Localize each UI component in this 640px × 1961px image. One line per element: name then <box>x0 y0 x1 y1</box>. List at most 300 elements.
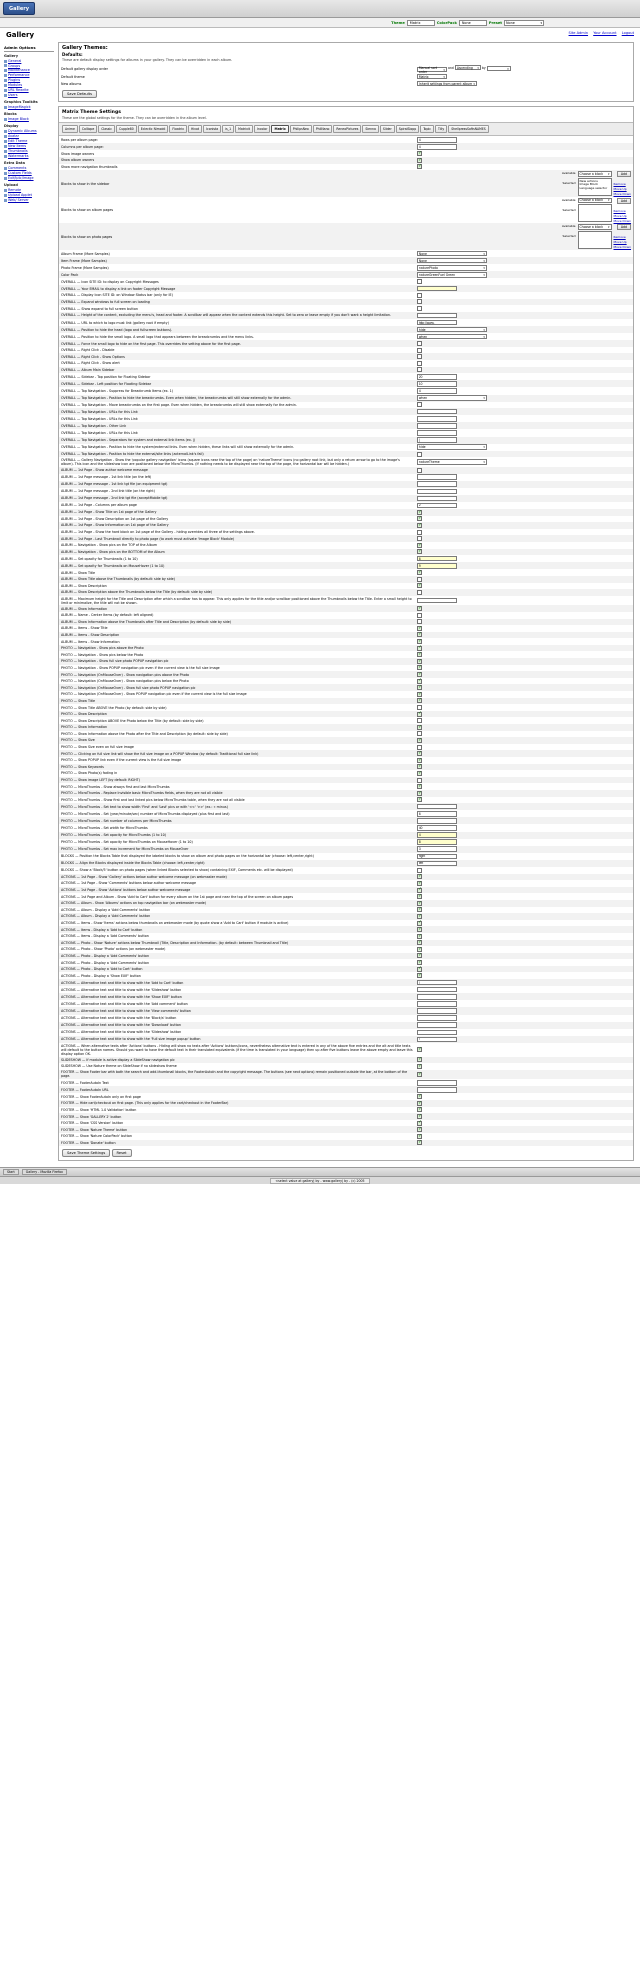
block-action-move-up[interactable]: Move Up <box>613 213 627 218</box>
table-row <box>59 80 633 87</box>
setting-checkbox[interactable] <box>417 348 422 353</box>
available-block-select[interactable] <box>578 224 612 230</box>
setting-control <box>415 1113 633 1120</box>
setting-text-input[interactable] <box>417 818 457 824</box>
setting-checkbox[interactable] <box>417 960 422 965</box>
setting-control <box>415 874 633 881</box>
block-action-move-down[interactable]: Move Down <box>613 192 631 197</box>
setting-checkbox[interactable] <box>417 764 422 769</box>
setting-text-input[interactable] <box>417 1022 457 1028</box>
setting-label: ACTIONS — 1st Page - Show 'Actions' buttons below author welcome message <box>61 888 191 893</box>
setting-control <box>415 1063 633 1070</box>
header-link-logout[interactable]: Logout <box>621 31 634 35</box>
sidebar-item-image-block[interactable] <box>4 117 54 122</box>
setting-checkbox[interactable] <box>417 705 422 710</box>
setting-label: PHOTO — Navigation - Show POPUP navigation pic even if the current view is the full size image <box>61 665 220 670</box>
selected-blocks-list[interactable] <box>578 204 612 222</box>
setting-select[interactable] <box>417 395 487 401</box>
setting-label: PHOTO — MicroThumbs - Set text to show width 'First' and 'Last' pics or with '<<' '>>' (ex.: « minus) <box>61 804 228 809</box>
setting-checkbox[interactable] <box>417 293 422 298</box>
setting-checkbox[interactable] <box>417 731 422 736</box>
setting-text-input[interactable] <box>417 481 457 487</box>
setting-label: PHOTO — Navigation (OnMouseOver) - Show POPUP navigation pic even if the current view is the full size image <box>61 692 247 697</box>
setting-row <box>59 867 633 874</box>
block-action-remove[interactable]: Remove <box>613 235 626 240</box>
setting-text-input[interactable] <box>417 423 457 429</box>
setting-select[interactable] <box>417 459 487 465</box>
setting-checkbox[interactable] <box>417 953 422 958</box>
setting-text-input[interactable] <box>417 598 457 604</box>
selected-label: Selected <box>562 181 576 186</box>
tab-calliope[interactable]: Calliope <box>79 125 97 133</box>
header-link-your-account[interactable]: Your Account <box>593 31 617 35</box>
setting-checkbox[interactable] <box>417 1121 422 1126</box>
setting-text-input[interactable] <box>417 388 457 394</box>
setting-label: ACTIONS — Items - Show 'Items' actions below thumbnails on webmaster mode (by quote show a 'Add to Cart' button if module is active) <box>61 921 289 926</box>
setting-checkbox[interactable] <box>417 725 422 730</box>
setting-checkbox[interactable] <box>417 751 422 756</box>
setting-checkbox[interactable] <box>417 718 422 723</box>
selected-blocks-list[interactable] <box>578 231 612 249</box>
setting-label: ACTIONS — Alternative text and title to show with the 'Show EXIF' button <box>61 994 182 999</box>
sidebar-group-upload: Upload <box>4 182 18 187</box>
setting-label: Columns per album page: <box>61 144 104 149</box>
setting-label: OVERALL — URL to which to logo must link (gallery root if empty) <box>61 320 169 325</box>
list-item[interactable]: Image Block <box>579 182 598 187</box>
setting-checkbox[interactable] <box>417 784 422 789</box>
setting-text-input[interactable] <box>417 861 457 867</box>
setting-checkbox[interactable] <box>417 299 422 304</box>
setting-checkbox[interactable] <box>417 549 422 554</box>
toolbar-colorpack-field[interactable]: None <box>459 20 487 26</box>
tab-sienna[interactable]: Sienna <box>362 125 379 133</box>
setting-checkbox[interactable] <box>417 672 422 677</box>
setting-label: OVERALL — Top Navigation - Position to hide the external/site links (acternalLink's fail) <box>61 452 204 457</box>
setting-label: ACTIONS — Photo - Display a 'Show EXIF' button <box>61 973 141 978</box>
setting-text-input[interactable] <box>417 437 457 443</box>
setting-label: ACTIONS — Album - Display a 'Add Comments' button <box>61 907 151 912</box>
chevron-down-icon: ▾ <box>443 67 445 72</box>
sidebar-group-blocks: Blocks <box>4 112 17 117</box>
tab-philnano[interactable]: PhilNano <box>313 125 333 133</box>
toolbar-theme-field[interactable]: Matrix <box>407 20 435 26</box>
setting-label: FOOTER — Show 'CSS Version' button <box>61 1121 124 1126</box>
list-item[interactable]: New actions <box>579 178 598 183</box>
setting-label: PHOTO — Clicking on full size link will show the full size image on a POPUP Window (by default: Traditional full size link) <box>61 751 259 756</box>
setting-checkbox[interactable] <box>417 1047 422 1052</box>
setting-label: OVERALL — Top Navigation - Position to hide the system/external links. Even when hidden, these links will still show externally for the admin. <box>61 445 295 450</box>
setting-row <box>59 1133 633 1140</box>
setting-control <box>415 136 633 143</box>
setting-checkbox[interactable] <box>417 940 422 945</box>
setting-text-input[interactable] <box>417 381 457 387</box>
setting-control <box>415 549 633 556</box>
setting-checkbox[interactable] <box>417 639 422 644</box>
setting-control <box>415 711 633 718</box>
setting-control <box>415 839 633 846</box>
tab-matrix[interactable]: Matrix <box>271 125 288 133</box>
setting-select[interactable] <box>417 444 487 450</box>
setting-checkbox[interactable] <box>417 646 422 651</box>
tab-philipsneo[interactable]: PhilipsNeo <box>290 125 312 133</box>
setting-checkbox[interactable] <box>417 583 422 588</box>
setting-label: ALBUM — Show Title above the Thumbnails (by default: side by side) <box>61 577 175 582</box>
tab-classic[interactable]: Classic <box>98 125 115 133</box>
setting-checkbox[interactable] <box>417 778 422 783</box>
setting-text-input[interactable] <box>417 1001 457 1007</box>
setting-checkbox[interactable] <box>417 354 422 359</box>
setting-checkbox[interactable] <box>417 692 422 697</box>
setting-row <box>59 285 633 292</box>
default-order-select[interactable] <box>417 67 447 73</box>
setting-checkbox[interactable] <box>417 570 422 575</box>
tab-hivot[interactable]: Hivot <box>188 125 202 133</box>
setting-control <box>415 457 633 467</box>
setting-checkbox[interactable] <box>417 901 422 906</box>
setting-checkbox[interactable] <box>417 927 422 932</box>
tab-reneopictures[interactable]: ReneoPictures <box>333 125 361 133</box>
setting-checkbox[interactable] <box>417 577 422 582</box>
setting-checkbox[interactable] <box>417 652 422 657</box>
setting-text-input[interactable] <box>417 832 457 838</box>
setting-control <box>415 731 633 738</box>
setting-label: ACTIONS — Alternative text and title to show with the 'Add to Cart' button <box>61 980 184 985</box>
setting-text-input[interactable] <box>417 1080 457 1086</box>
setting-checkbox[interactable] <box>417 771 422 776</box>
setting-checkbox[interactable] <box>417 523 422 528</box>
setting-checkbox[interactable] <box>417 361 422 366</box>
setting-control <box>415 790 633 797</box>
setting-text-input[interactable] <box>417 430 457 436</box>
setting-checkbox[interactable] <box>417 279 422 284</box>
setting-checkbox[interactable] <box>417 1101 422 1106</box>
setting-select-value: None <box>418 258 427 263</box>
setting-label: Blocks to show on album pages <box>61 208 114 213</box>
setting-checkbox[interactable] <box>417 907 422 912</box>
setting-text-input[interactable] <box>417 496 457 502</box>
setting-checkbox[interactable] <box>417 698 422 703</box>
setting-control <box>415 880 633 887</box>
order-by-label: by <box>481 65 486 70</box>
setting-select[interactable] <box>417 334 487 340</box>
setting-control <box>415 299 633 306</box>
bullet-icon <box>4 79 7 82</box>
setting-checkbox[interactable] <box>417 881 422 886</box>
header-link-site-admin[interactable]: Site Admin <box>568 31 589 35</box>
block-action-remove[interactable]: Remove <box>613 208 626 213</box>
setting-control <box>415 979 633 986</box>
setting-control <box>415 395 633 402</box>
sidebar-item-exif-iptc-image[interactable] <box>4 176 54 181</box>
setting-row <box>59 1057 633 1064</box>
setting-text-input[interactable] <box>417 286 457 292</box>
setting-text-input[interactable] <box>417 1037 457 1043</box>
setting-row <box>59 257 633 264</box>
setting-checkbox[interactable] <box>417 1140 422 1145</box>
setting-checkbox[interactable] <box>417 797 422 802</box>
setting-text-input[interactable] <box>417 374 457 380</box>
setting-checkbox[interactable] <box>417 1114 422 1119</box>
setting-checkbox[interactable] <box>417 1057 422 1062</box>
sidebar-item-label: Modules <box>8 83 23 88</box>
setting-row <box>59 360 633 367</box>
setting-checkbox[interactable] <box>417 158 422 163</box>
tab-cupple80[interactable]: Cupple80 <box>116 125 137 133</box>
setting-row <box>59 880 633 887</box>
setting-row <box>59 926 633 933</box>
setting-checkbox[interactable] <box>417 452 422 457</box>
tab-topic[interactable]: Topic <box>420 125 434 133</box>
setting-checkbox[interactable] <box>417 894 422 899</box>
sidebar-item-label: Dynamic Albums <box>8 129 37 134</box>
setting-checkbox[interactable] <box>417 590 422 595</box>
setting-checkbox[interactable] <box>417 947 422 952</box>
setting-label: OVERALL — Top Navigation - Move breadcrumbs on the first page. Even when hidden, the breadcrumbs will still show externally for the admin. <box>61 402 297 407</box>
setting-label: PHOTO — MicroThumbs - Set width for MicroThumbs <box>61 825 148 830</box>
setting-label: ALBUM — 1st Page message - 2nd link tgt file (acceptMobile tgt) <box>61 496 168 501</box>
setting-checkbox[interactable] <box>417 619 422 624</box>
selected-blocks-list[interactable] <box>578 178 612 196</box>
setting-checkbox[interactable] <box>417 659 422 664</box>
tab-spiralslopp[interactable]: SpiralSlopp <box>396 125 419 133</box>
setting-checkbox[interactable] <box>417 921 422 926</box>
setting-checkbox[interactable] <box>417 1064 422 1069</box>
sidebar-item-users[interactable] <box>4 93 54 98</box>
setting-text-input[interactable] <box>417 409 457 415</box>
selected-label: Selected <box>562 234 576 239</box>
setting-checkbox[interactable] <box>417 888 422 893</box>
setting-control <box>415 319 633 326</box>
setting-checkbox[interactable] <box>417 1094 422 1099</box>
block-action-move-up[interactable]: Move Up <box>613 240 627 245</box>
setting-row <box>59 1126 633 1133</box>
setting-checkbox[interactable] <box>417 874 422 879</box>
toolbar-preset-select[interactable] <box>504 20 544 26</box>
setting-select[interactable] <box>417 272 487 278</box>
sidebar-item-watermarks[interactable] <box>4 154 54 159</box>
setting-control <box>415 373 633 380</box>
tab-is-1[interactable]: is_1 <box>222 125 234 133</box>
taskbar-start-button[interactable]: Start <box>3 1169 19 1175</box>
setting-checkbox[interactable] <box>417 341 422 346</box>
setting-checkbox[interactable] <box>417 613 422 618</box>
setting-text-input[interactable] <box>417 811 457 817</box>
setting-checkbox[interactable] <box>417 510 422 515</box>
setting-text-input[interactable] <box>417 144 457 150</box>
setting-text-input[interactable] <box>417 854 457 860</box>
sidebar-item-label: Avatar <box>8 134 20 139</box>
setting-checkbox[interactable] <box>417 738 422 743</box>
sidebar-item-label: Performance <box>8 73 30 78</box>
setting-checkbox[interactable] <box>417 306 422 311</box>
tab-tilly[interactable]: Tilly <box>435 125 447 133</box>
setting-checkbox[interactable] <box>417 606 422 611</box>
setting-select[interactable] <box>417 258 487 264</box>
setting-checkbox[interactable] <box>417 934 422 939</box>
reset-button[interactable]: Reset <box>112 1149 132 1157</box>
setting-control <box>415 467 633 474</box>
tab-floatrix[interactable]: Floatrix <box>169 125 187 133</box>
default-order-direction-select[interactable] <box>455 65 481 71</box>
tab-shellpresssoftsnames[interactable]: ShellpressSoftsNAMES <box>448 125 489 133</box>
setting-checkbox[interactable] <box>417 367 422 372</box>
bullet-icon <box>4 145 7 148</box>
setting-row <box>59 972 633 979</box>
save-theme-settings-button[interactable]: Save Theme Settings <box>62 1149 110 1157</box>
setting-text-input[interactable] <box>417 556 457 562</box>
setting-text-input[interactable] <box>417 1087 457 1093</box>
setting-text-input[interactable] <box>417 320 457 326</box>
setting-label: PHOTO — Show Title ABOVE the Photo (by default: side by side) <box>61 705 167 710</box>
setting-control <box>415 143 633 150</box>
setting-text-input[interactable] <box>417 313 457 319</box>
sidebar-item-label: Users <box>8 93 18 98</box>
setting-label: PHOTO — Navigation - Show full size photo POPUP navigation pic <box>61 659 169 664</box>
setting-checkbox[interactable] <box>417 758 422 763</box>
setting-text-input[interactable] <box>417 846 457 852</box>
add-block-button[interactable]: Add <box>617 171 631 177</box>
setting-control <box>415 1079 633 1086</box>
setting-text-input[interactable] <box>417 1015 457 1021</box>
setting-checkbox[interactable] <box>417 1072 422 1077</box>
setting-text-input[interactable] <box>417 1008 457 1014</box>
setting-row <box>59 900 633 907</box>
setting-text-input[interactable] <box>417 980 457 986</box>
setting-text-input[interactable] <box>417 987 457 993</box>
block-action-remove[interactable]: Remove <box>613 182 626 187</box>
block-action-move-up[interactable]: Move Up <box>613 187 627 192</box>
setting-label: FOOTER — Show 'Nature Theme' button <box>61 1127 128 1132</box>
setting-label: ACTIONS — Photo - Show 'Nature' actions below Thumbnail (Title, Description and Information. (by default: between Thumbnail and Title) <box>61 940 289 945</box>
setting-control <box>415 360 633 367</box>
page-header <box>0 28 640 40</box>
available-block-select[interactable] <box>578 171 612 177</box>
theme-settings-panel <box>58 106 634 1161</box>
setting-row <box>59 1140 633 1147</box>
default-theme-select[interactable] <box>417 74 447 80</box>
setting-checkbox[interactable] <box>417 151 422 156</box>
setting-checkbox[interactable] <box>417 967 422 972</box>
setting-row <box>59 979 633 986</box>
setting-checkbox[interactable] <box>417 468 422 473</box>
setting-row <box>59 549 633 556</box>
setting-checkbox[interactable] <box>417 536 422 541</box>
setting-text-input[interactable] <box>417 839 457 845</box>
save-defaults-button[interactable]: Save Defaults <box>62 90 97 98</box>
setting-text-input[interactable] <box>417 137 457 143</box>
sidebar-group-graphics-toolkits: Graphics Toolkits <box>4 100 38 105</box>
available-block-select[interactable] <box>578 198 612 204</box>
setting-checkbox[interactable] <box>417 679 422 684</box>
setting-checkbox[interactable] <box>417 745 422 750</box>
setting-text-input[interactable] <box>417 804 457 810</box>
bullet-icon <box>4 155 7 158</box>
add-block-button[interactable]: Add <box>617 224 631 230</box>
setting-checkbox[interactable] <box>417 914 422 919</box>
tab-iconista[interactable]: Iconista <box>203 125 221 133</box>
setting-control <box>415 972 633 979</box>
setting-select[interactable] <box>417 327 487 333</box>
setting-control <box>415 408 633 415</box>
setting-control <box>415 502 633 509</box>
setting-text-input[interactable] <box>417 994 457 1000</box>
block-action-move-down[interactable]: Move Down <box>613 218 631 223</box>
setting-label: FOOTER — Show FooterAutoIn only on first page <box>61 1094 141 1099</box>
setting-text-input[interactable] <box>417 503 457 509</box>
available-block-value: Choose a block <box>579 171 603 176</box>
setting-checkbox[interactable] <box>417 632 422 637</box>
taskbar-window-firefox[interactable]: Gallery - Mozilla Firefox <box>22 1169 67 1175</box>
setting-control <box>415 596 633 606</box>
setting-label: ACTIONS — Items - Display a 'Add to Cart' button <box>61 927 143 932</box>
bullet-icon <box>4 84 7 87</box>
setting-row <box>59 1029 633 1036</box>
setting-text-input[interactable] <box>417 489 457 495</box>
setting-text-input[interactable] <box>417 1030 457 1036</box>
tab-matrixit[interactable]: Matrixit <box>235 125 253 133</box>
setting-select[interactable] <box>417 265 487 271</box>
setting-checkbox[interactable] <box>417 665 422 670</box>
default-order-by-select[interactable] <box>487 66 511 72</box>
setting-text-input[interactable] <box>417 416 457 422</box>
setting-label: OVERALL — Top Navigation - Other Link <box>61 423 127 428</box>
tab-anime[interactable]: Anime <box>62 125 78 133</box>
bullet-icon <box>4 60 7 63</box>
setting-checkbox[interactable] <box>417 685 422 690</box>
bullet-icon <box>4 130 7 133</box>
setting-row <box>59 522 633 529</box>
list-item[interactable]: Language selector <box>579 186 608 191</box>
setting-checkbox[interactable] <box>417 402 422 407</box>
tab-incolor[interactable]: Incolor <box>254 125 271 133</box>
setting-text-input[interactable] <box>417 825 457 831</box>
tab-slider[interactable]: Slider <box>380 125 395 133</box>
setting-checkbox[interactable] <box>417 973 422 978</box>
setting-checkbox[interactable] <box>417 1107 422 1112</box>
setting-label: PHOTO — Navigation (OnMouseOver) - Show full size photo POPUP navigation pic <box>61 685 196 690</box>
tab-eclectic-nimoidi[interactable]: Eclectic Nimoidi <box>138 125 169 133</box>
setting-checkbox[interactable] <box>417 791 422 796</box>
setting-control <box>415 846 633 853</box>
setting-row <box>59 612 633 619</box>
setting-label: PHOTO — Navigation - Show pics above the Photo <box>61 646 144 651</box>
setting-text-input[interactable] <box>417 474 457 480</box>
setting-checkbox[interactable] <box>417 1134 422 1139</box>
sidebar-item-imagemagick[interactable] <box>4 105 54 110</box>
setting-label: ACTIONS — Alternative text and title to show with the 'Slideshow' button <box>61 1030 182 1035</box>
setting-row <box>59 451 633 458</box>
chevron-down-icon: ▾ <box>443 74 445 79</box>
setting-checkbox[interactable] <box>417 164 422 169</box>
setting-checkbox[interactable] <box>417 516 422 521</box>
block-action-move-down[interactable]: Move Down <box>613 245 631 250</box>
setting-checkbox[interactable] <box>417 1127 422 1132</box>
setting-checkbox[interactable] <box>417 712 422 717</box>
setting-control <box>415 777 633 784</box>
setting-control <box>415 495 633 502</box>
setting-checkbox[interactable] <box>417 626 422 631</box>
add-block-button[interactable]: Add <box>617 198 631 204</box>
setting-row <box>59 638 633 645</box>
new-albums-select[interactable] <box>417 81 477 87</box>
setting-select[interactable] <box>417 251 487 257</box>
setting-text-input[interactable] <box>417 563 457 569</box>
sidebar-item-web-server[interactable] <box>4 198 54 203</box>
setting-checkbox[interactable] <box>417 543 422 548</box>
setting-label: OVERALL — Top Navigation - URLs for this Link <box>61 416 138 421</box>
setting-checkbox[interactable] <box>417 530 422 535</box>
setting-checkbox[interactable] <box>417 868 422 873</box>
